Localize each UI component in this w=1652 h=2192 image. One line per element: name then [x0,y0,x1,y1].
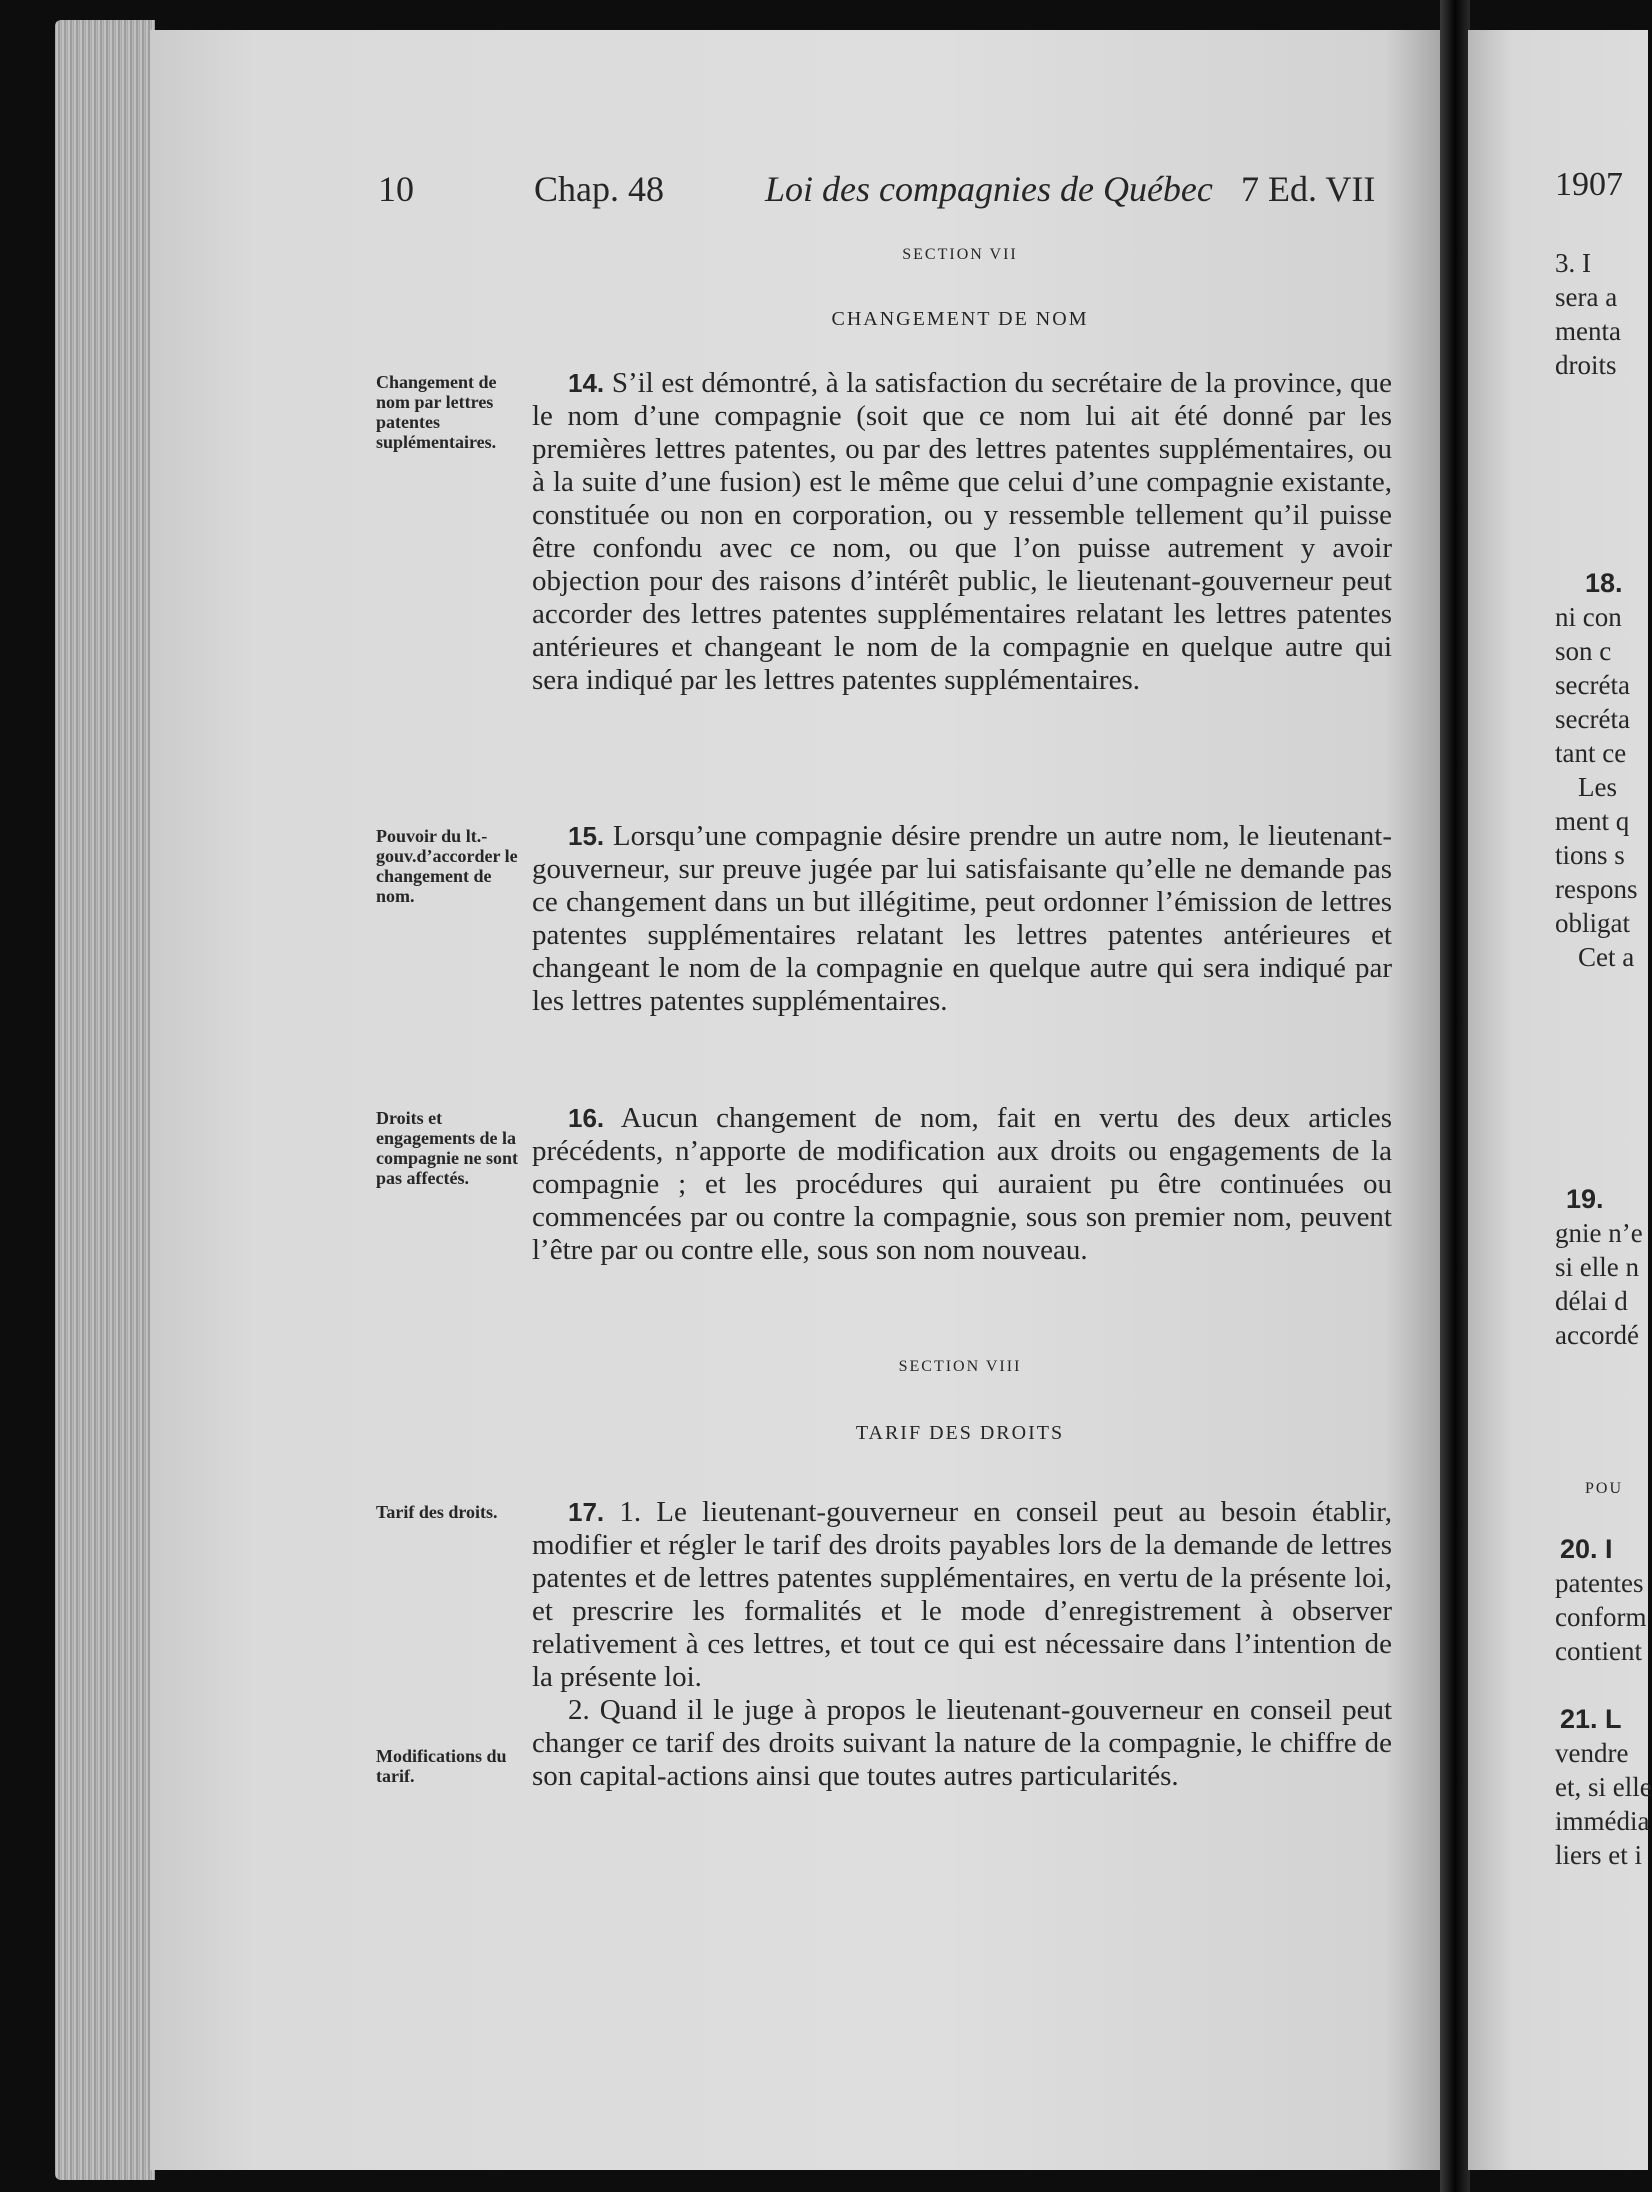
right-fragment: délai d [1555,1286,1628,1316]
right-fragment: et, si elle [1555,1772,1652,1802]
book-page-edges [55,20,155,2180]
right-fragment: accordé [1555,1320,1639,1350]
article-17-para-2: 2. Quand il le juge à propos le lieutenant-gouverneur en conseil peut changer ce tarif des droits suivant la nature de la compagnie, le chiffre de son capital-actions ainsi que toutes autres particularités. [532,1694,1392,1792]
right-fragment: POU [1585,1480,1624,1497]
right-fragment: tant ce [1555,738,1627,768]
article-15 [532,820,1392,1018]
page-number: 10 [378,169,414,209]
article-17-para-1: 1. Le lieutenant-gouverneur en conseil peut au besoin établir, modifier et régler le tarif des droits payables lors de la demande de lettres patentes et de lettres patentes supplémentaires, en vertu de la présente loi, et prescrire les formalités et le mode d’enregistrement à observer relativement à ces lettres, et tout ce qui est nécessaire dans l’intention de la présente loi. [532,1496,1392,1693]
right-fragment: 21. L [1560,1704,1622,1734]
right-fragment: menta [1555,316,1621,346]
margin-note-art16: Droits et engagements de la compagnie ne sont pas affectés. [376,1108,519,1188]
right-fragment: immédia [1555,1806,1650,1836]
article-15-number: 15. [568,821,605,851]
right-fragment: ni con [1555,602,1622,632]
right-fragment: secréta [1555,704,1630,734]
right-fragment: ment q [1555,806,1630,836]
right-page-year: 1907 [1555,166,1623,203]
margin-note-art14: Changement de nom par lettres patentes suplémentaires. [376,372,497,452]
right-fragment: sera a [1555,282,1618,312]
article-14-text: S’il est démontré, à la satisfaction du secrétaire de la province, que le nom d’une compagnie (soit que ce nom lui ait été donné par les premières lettres patentes, ou par des lettres patentes supplémentaires, ou à la suite d’une fusion) est le même que celui d’une compagnie existante, constituée ou non en corporation, ou y ressemble tellement qu’il puisse être confondu avec ce nom, ou que l’on puisse autrement y avoir objection pour des raisons d’intérêt public, le lieutenant-gouverneur peut accorder des lettres patentes supplémentaires relatant les lettres patentes antérieures et changeant le nom de la compagnie en quelque autre qui sera indiqué par les lettres patentes supplémentaires. [532,367,1393,696]
section-vii-label: SECTION VII [902,246,1018,263]
article-14-number: 14. [568,368,605,398]
reign-label: 7 Ed. VII [1241,169,1376,209]
article-17 [532,1496,1392,1793]
right-fragment: son c [1555,636,1612,666]
right-fragment: Les [1578,772,1617,802]
book-gutter [1440,0,1470,2192]
right-fragment: obligat [1555,908,1630,938]
left-page [150,30,1450,2170]
right-fragment: tions s [1555,840,1625,870]
right-fragment: conform [1555,1602,1647,1632]
margin-note-art15: Pouvoir du lt.-gouv.d’accorder le changement de nom. [376,826,518,906]
right-fragment: droits [1555,350,1617,380]
right-fragment: gnie n’e [1555,1218,1643,1248]
right-fragment: contient [1555,1636,1642,1666]
right-fragment: si elle n [1555,1252,1639,1282]
article-16 [532,1102,1392,1267]
article-16-text: Aucun changement de nom, fait en vertu des deux articles précédents, n’apporte de modification aux droits ou engagements de la compagnie ; et les procédures qui auraient pu être continuées ou commencées par ou contre la compagnie, sous son premier nom, peuvent l’être par ou contre elle, sous son nom nouveau. [532,1102,1393,1266]
margin-note-art17-1: Tarif des droits. [376,1502,498,1522]
article-16-number: 16. [568,1103,605,1133]
section-vii-title: CHANGEMENT DE NOM [831,308,1089,330]
right-fragment: 18. [1585,568,1623,598]
running-title: Loi des compagnies de Québec [765,169,1213,209]
margin-note-art17-2: Modifications du tarif. [376,1746,507,1786]
article-14 [532,367,1392,697]
right-fragment: patentes [1555,1568,1644,1598]
right-fragment: respons [1555,874,1638,904]
right-fragment: Cet a [1578,942,1635,972]
chapter-label: Chap. 48 [534,169,664,209]
right-fragment: 3. I [1555,248,1591,278]
section-viii-title: TARIF DES DROITS [855,1422,1065,1444]
right-fragment: secréta [1555,670,1630,700]
article-17-number: 17. [568,1497,605,1527]
right-fragment: vendre [1555,1738,1629,1768]
right-fragment: 19. [1566,1184,1604,1214]
right-fragment: 20. I [1560,1534,1613,1564]
article-15-text: Lorsqu’une compagnie désire prendre un autre nom, le lieutenant-gouverneur, sur preuve jugée par lui satisfaisante qu’elle ne demande pas ce changement dans un but illégitime, peut ordonner l’émission de lettres patentes supplémentaires relatant les lettres patentes antérieures et changeant le nom de la compagnie en quelque autre qui sera indiqué par les lettres patentes supplémentaires. [532,820,1392,1017]
right-fragment: liers et i [1555,1840,1642,1870]
section-viii-label: SECTION VIII [898,1358,1022,1375]
